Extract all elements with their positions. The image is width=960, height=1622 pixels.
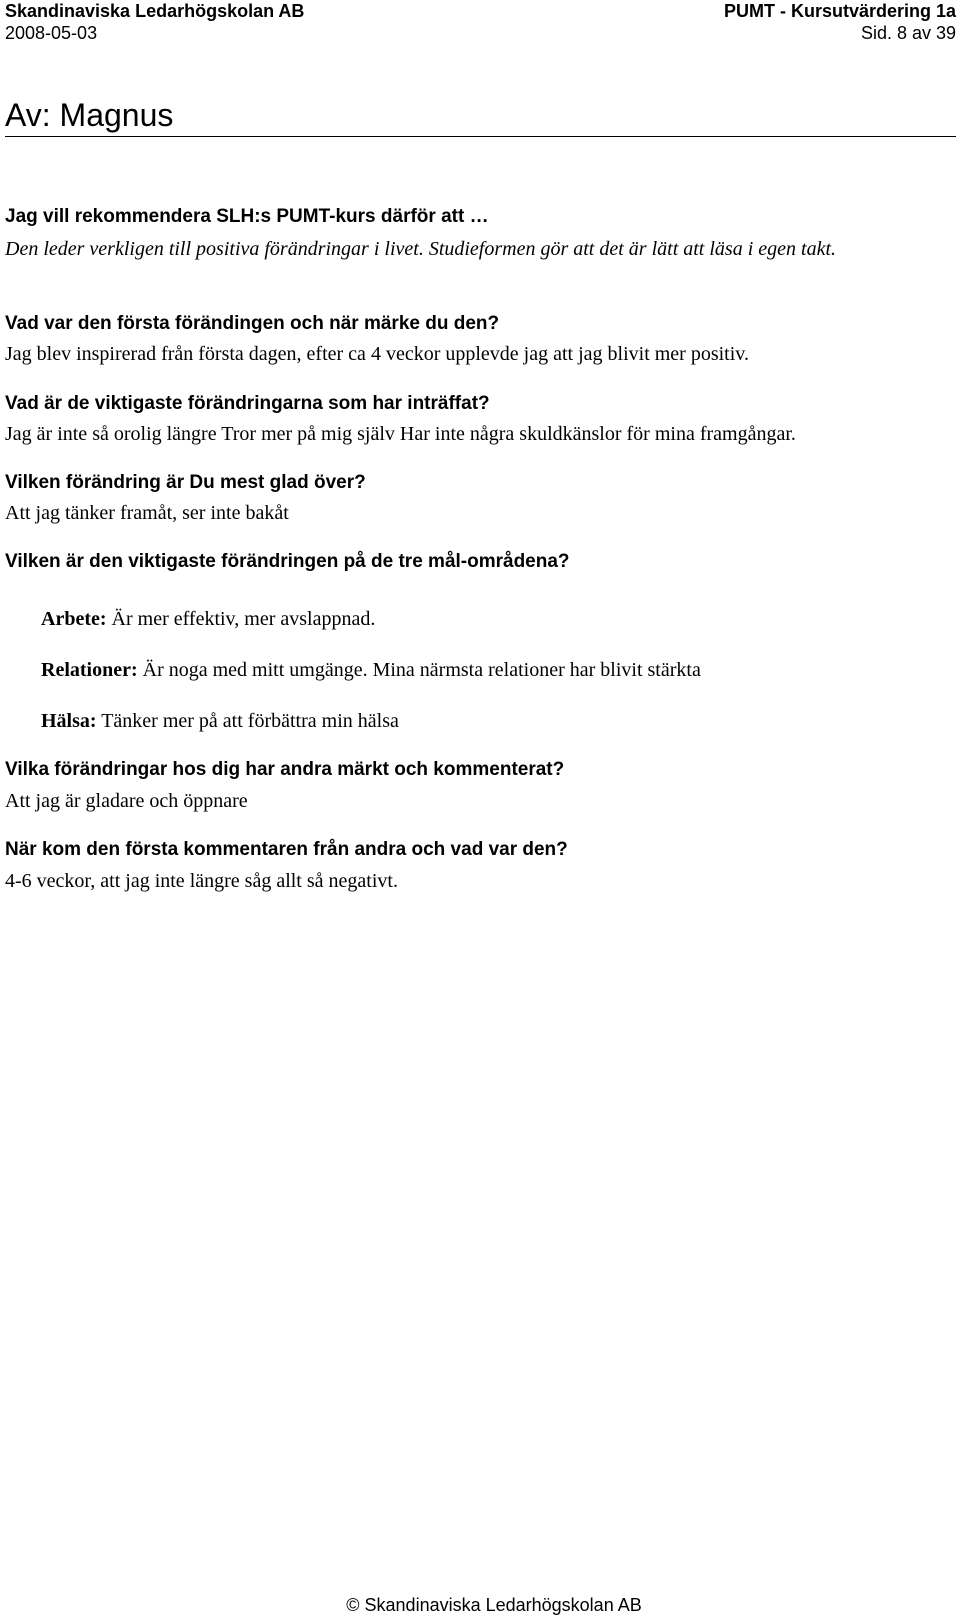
answer-first-change: Jag blev inspirerad från första dagen, efter ca 4 veckor upplevde jag att jag blivit mer positiv.: [5, 343, 749, 365]
header-page-number: Sid. 8 av 39: [860, 23, 956, 43]
goal-area-work-label: Arbete:: [41, 608, 107, 630]
goal-area-health-text: Tänker mer på att förbättra min hälsa: [96, 710, 399, 732]
answer-noticed-by-others: Att jag är gladare och öppnare: [5, 790, 248, 812]
answer-most-glad: Att jag tänker framåt, ser inte bakåt: [5, 502, 289, 524]
question-goal-areas: Vilken är den viktigaste förändringen på de tre mål-områdena?: [5, 551, 570, 572]
goal-area-work-text: Är mer effektiv, mer avslappnad.: [106, 608, 376, 630]
author-heading: Av: Magnus: [5, 97, 174, 133]
question-most-glad: Vilken förändring är Du mest glad över?: [5, 472, 366, 493]
question-recommend: Jag vill rekommendera SLH:s PUMT-kurs därför att …: [5, 206, 489, 227]
question-first-change: Vad var den första förändingen och när märke du den?: [5, 313, 500, 334]
question-first-comment: När kom den första kommentaren från andra och vad var den?: [5, 839, 568, 860]
header-date: 2008-05-03: [5, 23, 98, 43]
page-header: [5, 0, 956, 22]
goal-area-health-label: Hälsa:: [41, 710, 97, 732]
answer-first-comment: 4-6 veckor, att jag inte längre såg allt så negativt.: [5, 870, 398, 892]
goal-area-work: [41, 606, 375, 632]
page-footer: © Skandinaviska Ledarhögskolan AB: [346, 1595, 642, 1615]
goal-area-relations-label: Relationer:: [41, 659, 138, 681]
header-organization: Skandinaviska Ledarhögskolan AB: [5, 1, 305, 21]
answer-most-important-changes: Jag är inte så orolig längre Tror mer på mig själv Har inte några skuldkänslor för mina framgångar.: [5, 423, 796, 445]
question-most-important-changes: Vad är de viktigaste förändringarna som har inträffat?: [5, 393, 490, 414]
goal-area-relations-text: Är noga med mitt umgänge. Mina närmsta relationer har blivit stärkta: [137, 659, 701, 681]
header-document-title: PUMT - Kursutvärdering 1a: [723, 1, 956, 21]
heading-divider: [5, 136, 956, 137]
goal-area-relations: [41, 657, 701, 683]
answer-recommend: Den leder verkligen till positiva förändringar i livet. Studieformen gör att det är lätt att läsa i egen takt.: [5, 238, 837, 260]
question-noticed-by-others: Vilka förändringar hos dig har andra märkt och kommenterat?: [5, 759, 565, 780]
page-subheader: [5, 22, 956, 44]
goal-area-health: [41, 708, 399, 734]
